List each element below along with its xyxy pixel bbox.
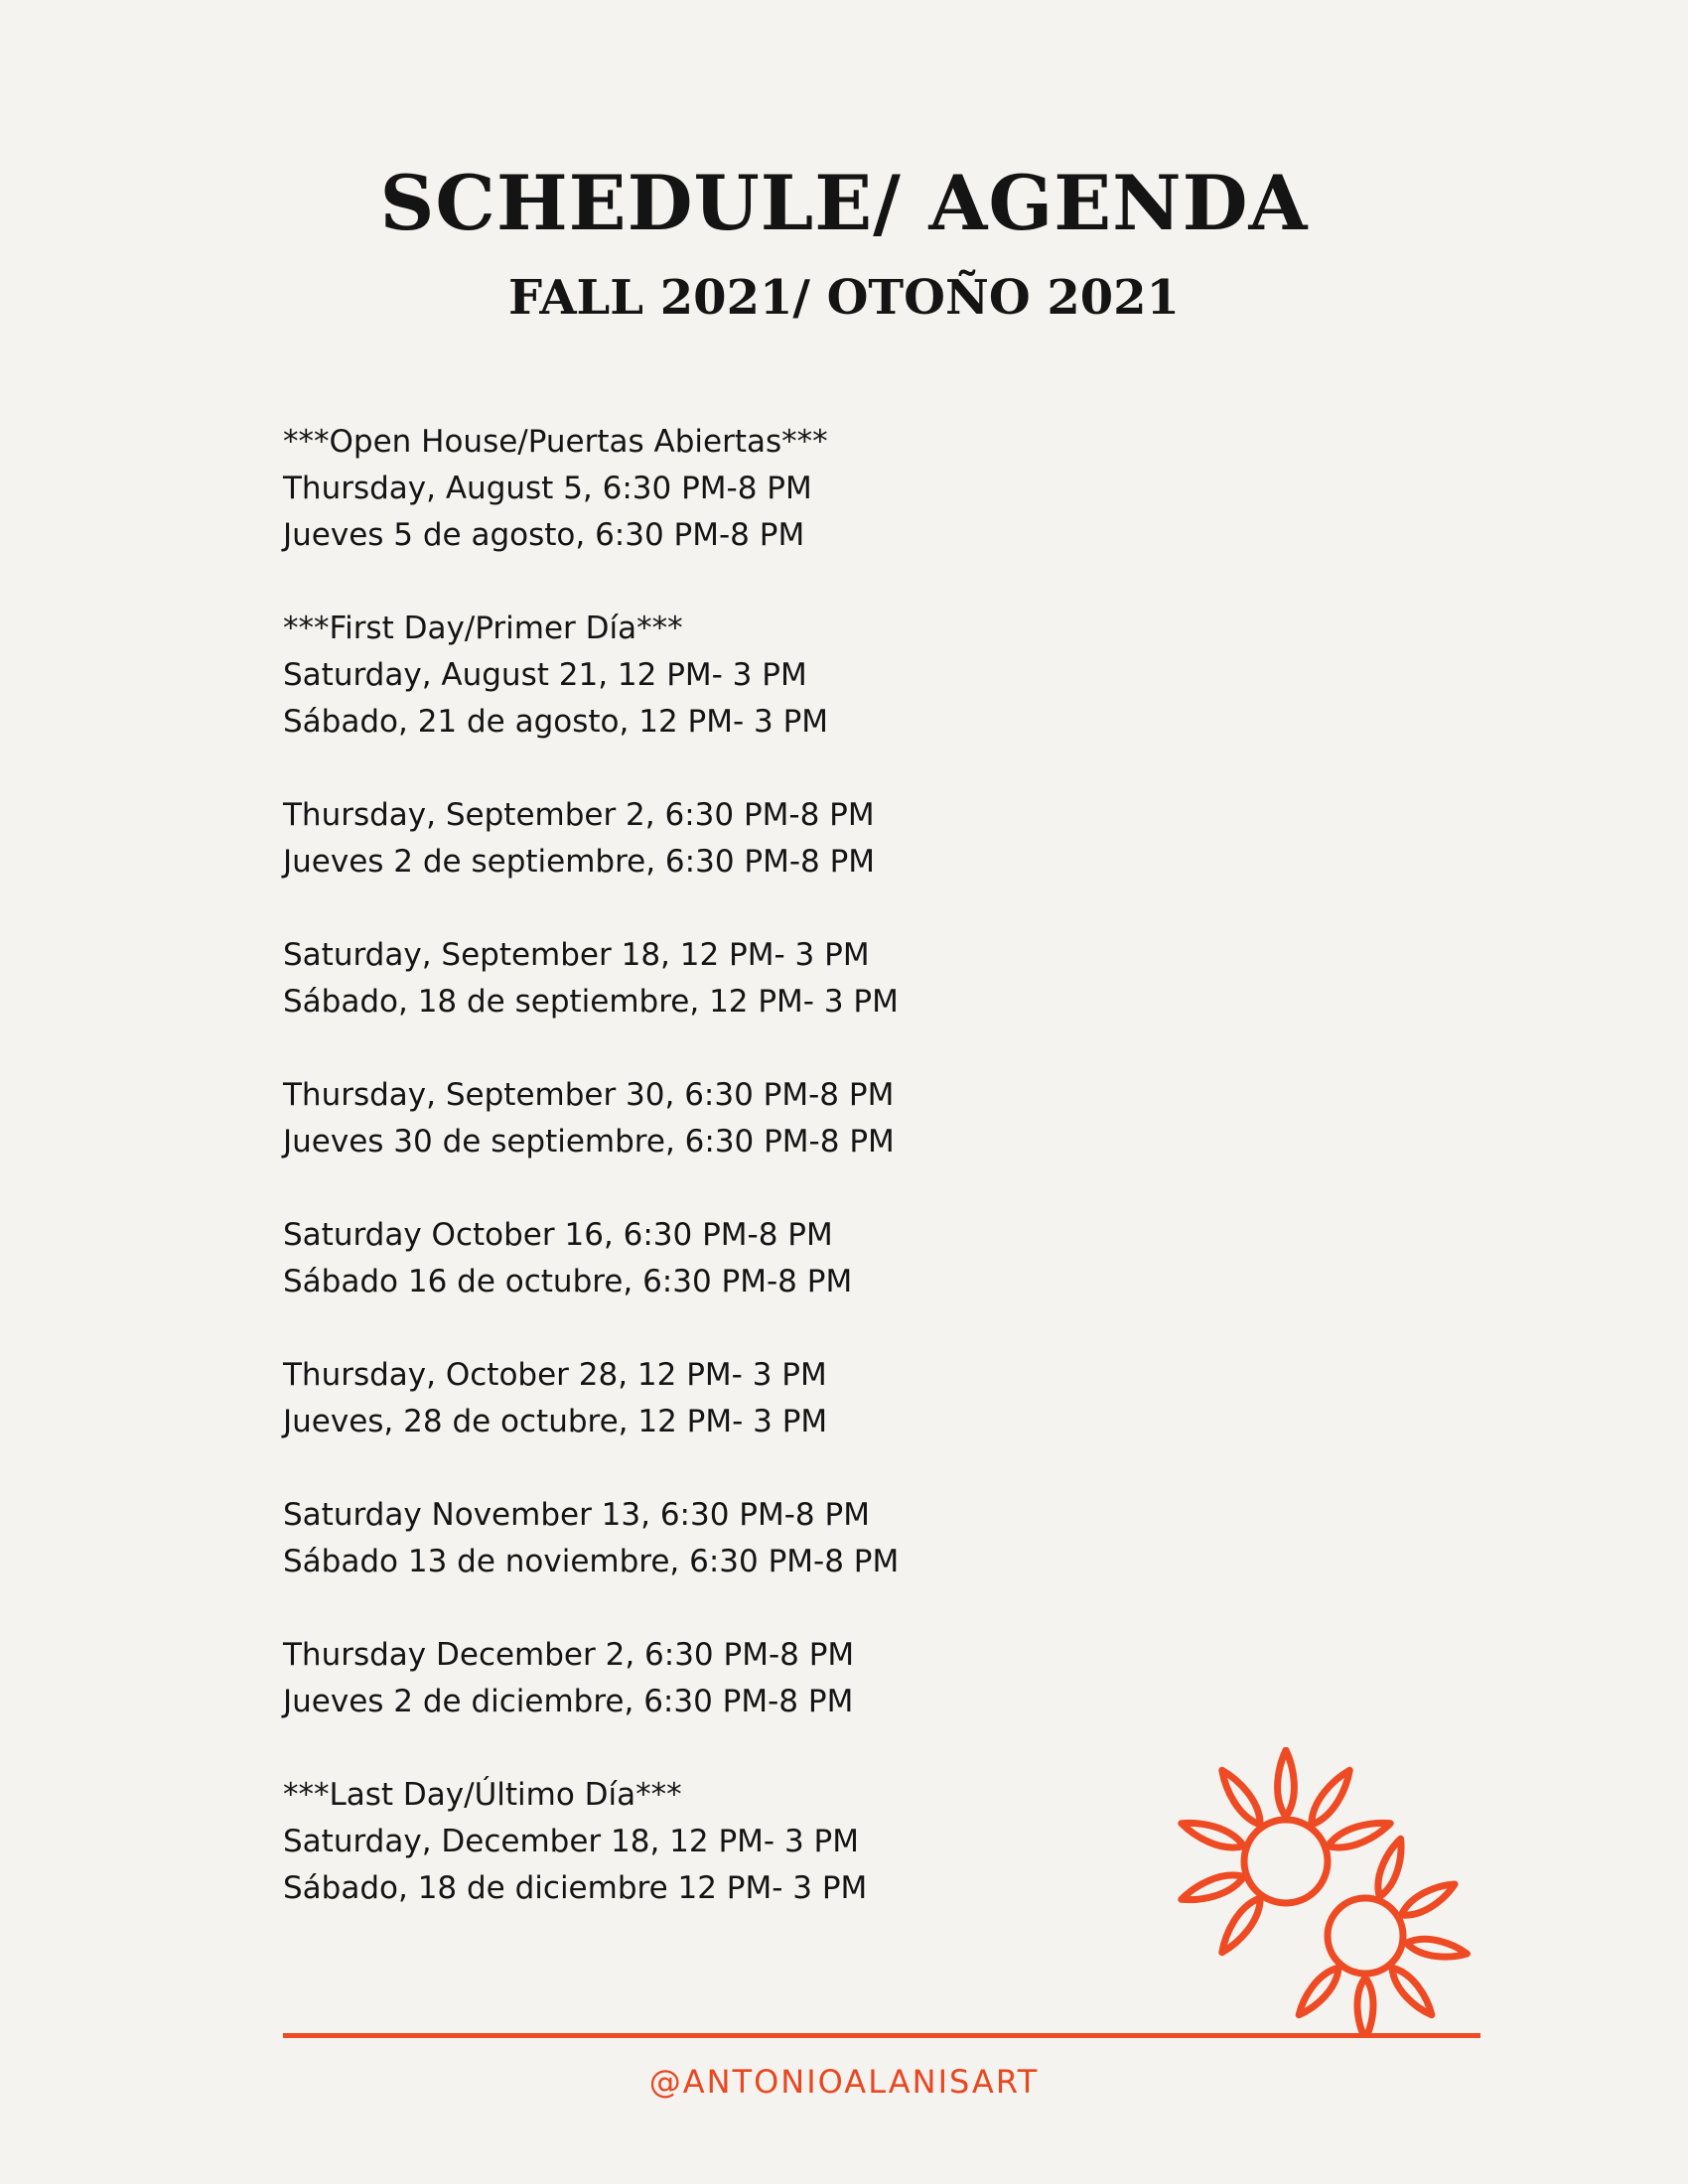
event-session	[283, 1212, 1177, 1305]
event-date-english: Saturday November 13, 6:30 PM-8 PM	[283, 1497, 870, 1533]
event-date-english: Thursday December 2, 6:30 PM-8 PM	[283, 1637, 855, 1673]
event-date-spanish: Jueves 2 de septiembre, 6:30 PM-8 PM	[283, 844, 876, 880]
event-date-english: Thursday, October 28, 12 PM- 3 PM	[283, 1357, 827, 1393]
event-date-spanish: Sábado, 21 de agosto, 12 PM- 3 PM	[283, 704, 829, 740]
event-session	[283, 1072, 1177, 1165]
event-date-english: Saturday, September 18, 12 PM- 3 PM	[283, 937, 870, 973]
event-date-spanish: Sábado 13 de noviembre, 6:30 PM-8 PM	[283, 1544, 900, 1579]
event-heading: ***Open House/Puertas Abiertas***	[283, 424, 828, 460]
event-heading: ***First Day/Primer Día***	[283, 611, 683, 646]
event-date-english: Thursday, September 30, 6:30 PM-8 PM	[283, 1077, 895, 1113]
social-handle: @ANTONIOALANISART	[648, 2063, 1040, 2101]
event-session	[283, 932, 1177, 1025]
event-date-english: Saturday October 16, 6:30 PM-8 PM	[283, 1217, 833, 1253]
event-session	[283, 1632, 1177, 1725]
event-date-spanish: Jueves 2 de diciembre, 6:30 PM-8 PM	[283, 1684, 854, 1719]
page-subtitle: FALL 2021/ OTOÑO 2021	[508, 270, 1180, 326]
event-session	[283, 1492, 1177, 1585]
event-date-spanish: Sábado, 18 de septiembre, 12 PM- 3 PM	[283, 984, 899, 1020]
event-date-spanish: Sábado, 18 de diciembre 12 PM- 3 PM	[283, 1870, 868, 1906]
event-date-english: Saturday, August 21, 12 PM- 3 PM	[283, 657, 807, 693]
event-date-english: Thursday, September 2, 6:30 PM-8 PM	[283, 797, 875, 833]
event-date-spanish: Jueves 30 de septiembre, 6:30 PM-8 PM	[283, 1124, 895, 1160]
event-last-day	[283, 1772, 1177, 1912]
footer-divider	[283, 2033, 1480, 2038]
event-open-house	[283, 419, 1177, 559]
event-session	[283, 792, 1177, 886]
event-date-spanish: Sábado 16 de octubre, 6:30 PM-8 PM	[283, 1264, 853, 1299]
schedule-list	[283, 419, 1177, 1959]
event-first-day	[283, 606, 1177, 746]
sunflower-icon	[1172, 1747, 1489, 2035]
event-date-english: Thursday, August 5, 6:30 PM-8 PM	[283, 471, 812, 506]
event-date-spanish: Jueves 5 de agosto, 6:30 PM-8 PM	[283, 517, 805, 553]
event-date-spanish: Jueves, 28 de octubre, 12 PM- 3 PM	[283, 1404, 828, 1439]
page-title: SCHEDULE/ AGENDA	[379, 159, 1309, 247]
event-heading: ***Last Day/Último Día***	[283, 1777, 682, 1813]
event-session	[283, 1352, 1177, 1445]
event-date-english: Saturday, December 18, 12 PM- 3 PM	[283, 1824, 859, 1859]
